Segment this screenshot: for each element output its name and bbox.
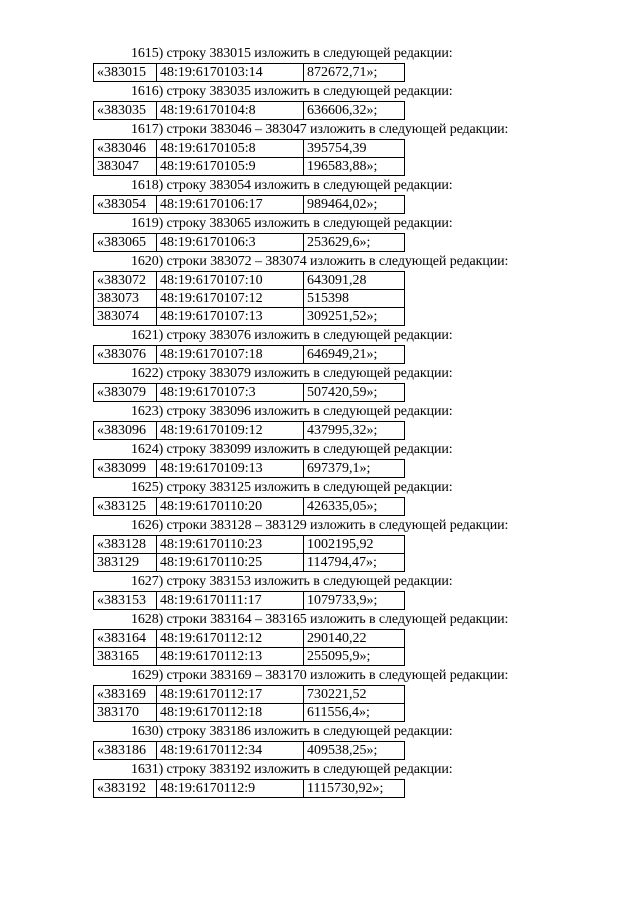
row-number-cell: 383129 <box>94 554 157 572</box>
row-number-cell: 383073 <box>94 290 157 308</box>
table-row <box>94 498 405 516</box>
cadastral-number-cell: 48:19:6170110:23 <box>157 536 304 554</box>
value-cell: 253629,6»; <box>304 234 405 252</box>
amendment-table <box>93 497 405 516</box>
amendment-table <box>93 233 405 252</box>
value-cell: 426335,05»; <box>304 498 405 516</box>
value-cell: 395754,39 <box>304 140 405 158</box>
row-number-cell: 383074 <box>94 308 157 326</box>
amendment-heading: 1616) строку 383035 изложить в следующей редакции: <box>131 84 453 99</box>
cadastral-number-cell: 48:19:6170105:8 <box>157 140 304 158</box>
row-number-cell: «383169 <box>94 686 157 704</box>
cadastral-number-cell: 48:19:6170106:3 <box>157 234 304 252</box>
cadastral-number-cell: 48:19:6170112:13 <box>157 648 304 666</box>
row-number-cell: «383054 <box>94 196 157 214</box>
row-number-cell: 383170 <box>94 704 157 722</box>
amendment-heading: 1615) строку 383015 изложить в следующей редакции: <box>131 46 453 61</box>
table-row <box>94 308 405 326</box>
value-cell: 697379,1»; <box>304 460 405 478</box>
cadastral-number-cell: 48:19:6170104:8 <box>157 102 304 120</box>
cadastral-number-cell: 48:19:6170107:13 <box>157 308 304 326</box>
table-row <box>94 536 405 554</box>
value-cell: 290140,22 <box>304 630 405 648</box>
row-number-cell: «383072 <box>94 272 157 290</box>
row-number-cell: «383153 <box>94 592 157 610</box>
table-row <box>94 686 405 704</box>
cadastral-number-cell: 48:19:6170109:12 <box>157 422 304 440</box>
amendment-heading: 1625) строку 383125 изложить в следующей редакции: <box>131 480 453 495</box>
value-cell: 730221,52 <box>304 686 405 704</box>
amendment-table <box>93 741 405 760</box>
table-row <box>94 234 405 252</box>
row-number-cell: «383035 <box>94 102 157 120</box>
value-cell: 114794,47»; <box>304 554 405 572</box>
amendment-table <box>93 535 405 572</box>
amendment-heading: 1624) строку 383099 изложить в следующей редакции: <box>131 442 453 457</box>
cadastral-number-cell: 48:19:6170109:13 <box>157 460 304 478</box>
amendment-table <box>93 629 405 666</box>
table-row <box>94 592 405 610</box>
amendment-table <box>93 591 405 610</box>
amendment-table <box>93 421 405 440</box>
amendment-table <box>93 271 405 326</box>
table-row <box>94 780 405 798</box>
value-cell: 1079733,9»; <box>304 592 405 610</box>
amendment-table <box>93 63 405 82</box>
table-row <box>94 704 405 722</box>
cadastral-number-cell: 48:19:6170112:12 <box>157 630 304 648</box>
value-cell: 437995,32»; <box>304 422 405 440</box>
cadastral-number-cell: 48:19:6170107:18 <box>157 346 304 364</box>
row-number-cell: «383015 <box>94 64 157 82</box>
amendment-heading: 1627) строку 383153 изложить в следующей редакции: <box>131 574 453 589</box>
cadastral-number-cell: 48:19:6170110:25 <box>157 554 304 572</box>
row-number-cell: «383128 <box>94 536 157 554</box>
table-row <box>94 554 405 572</box>
row-number-cell: «383099 <box>94 460 157 478</box>
row-number-cell: 383047 <box>94 158 157 176</box>
amendment-table <box>93 779 405 798</box>
row-number-cell: «383164 <box>94 630 157 648</box>
value-cell: 611556,4»; <box>304 704 405 722</box>
cadastral-number-cell: 48:19:6170107:10 <box>157 272 304 290</box>
value-cell: 1002195,92 <box>304 536 405 554</box>
amendment-heading: 1623) строку 383096 изложить в следующей редакции: <box>131 404 453 419</box>
amendment-heading: 1629) строки 383169 – 383170 изложить в следующей редакции: <box>131 668 509 683</box>
value-cell: 255095,9»; <box>304 648 405 666</box>
row-number-cell: «383125 <box>94 498 157 516</box>
table-row <box>94 384 405 402</box>
amendment-table <box>93 345 405 364</box>
table-row <box>94 648 405 666</box>
amendment-heading: 1626) строки 383128 – 383129 изложить в следующей редакции: <box>131 518 509 533</box>
value-cell: 643091,28 <box>304 272 405 290</box>
row-number-cell: «383065 <box>94 234 157 252</box>
amendment-heading: 1630) строку 383186 изложить в следующей редакции: <box>131 724 453 739</box>
cadastral-number-cell: 48:19:6170106:17 <box>157 196 304 214</box>
cadastral-number-cell: 48:19:6170110:20 <box>157 498 304 516</box>
value-cell: 515398 <box>304 290 405 308</box>
cadastral-number-cell: 48:19:6170105:9 <box>157 158 304 176</box>
value-cell: 1115730,92»; <box>304 780 405 798</box>
cadastral-number-cell: 48:19:6170107:12 <box>157 290 304 308</box>
amendment-table <box>93 139 405 176</box>
amendment-table <box>93 195 405 214</box>
row-number-cell: 383165 <box>94 648 157 666</box>
row-number-cell: «383076 <box>94 346 157 364</box>
amendment-table <box>93 459 405 478</box>
amendment-table <box>93 101 405 120</box>
table-row <box>94 158 405 176</box>
table-row <box>94 290 405 308</box>
cadastral-number-cell: 48:19:6170112:34 <box>157 742 304 760</box>
value-cell: 636606,32»; <box>304 102 405 120</box>
value-cell: 409538,25»; <box>304 742 405 760</box>
cadastral-number-cell: 48:19:6170112:18 <box>157 704 304 722</box>
amendment-heading: 1628) строки 383164 – 383165 изложить в следующей редакции: <box>131 612 509 627</box>
amendment-heading: 1617) строки 383046 – 383047 изложить в следующей редакции: <box>131 122 509 137</box>
value-cell: 507420,59»; <box>304 384 405 402</box>
amendment-heading: 1618) строку 383054 изложить в следующей редакции: <box>131 178 453 193</box>
value-cell: 309251,52»; <box>304 308 405 326</box>
amendment-heading: 1622) строку 383079 изложить в следующей редакции: <box>131 366 453 381</box>
amendment-table <box>93 685 405 722</box>
cadastral-number-cell: 48:19:6170107:3 <box>157 384 304 402</box>
amendment-heading: 1621) строку 383076 изложить в следующей редакции: <box>131 328 453 343</box>
table-row <box>94 272 405 290</box>
table-row <box>94 346 405 364</box>
row-number-cell: «383186 <box>94 742 157 760</box>
table-row <box>94 140 405 158</box>
row-number-cell: «383192 <box>94 780 157 798</box>
table-row <box>94 64 405 82</box>
value-cell: 196583,88»; <box>304 158 405 176</box>
value-cell: 646949,21»; <box>304 346 405 364</box>
cadastral-number-cell: 48:19:6170112:17 <box>157 686 304 704</box>
cadastral-number-cell: 48:19:6170112:9 <box>157 780 304 798</box>
amendment-heading: 1620) строки 383072 – 383074 изложить в следующей редакции: <box>131 254 509 269</box>
row-number-cell: «383079 <box>94 384 157 402</box>
document-body <box>0 44 640 798</box>
table-row <box>94 196 405 214</box>
table-row <box>94 460 405 478</box>
table-row <box>94 102 405 120</box>
row-number-cell: «383046 <box>94 140 157 158</box>
cadastral-number-cell: 48:19:6170111:17 <box>157 592 304 610</box>
table-row <box>94 422 405 440</box>
table-row <box>94 742 405 760</box>
value-cell: 989464,02»; <box>304 196 405 214</box>
row-number-cell: «383096 <box>94 422 157 440</box>
cadastral-number-cell: 48:19:6170103:14 <box>157 64 304 82</box>
table-row <box>94 630 405 648</box>
value-cell: 872672,71»; <box>304 64 405 82</box>
amendment-table <box>93 383 405 402</box>
amendment-heading: 1619) строку 383065 изложить в следующей редакции: <box>131 216 453 231</box>
amendment-heading: 1631) строку 383192 изложить в следующей редакции: <box>131 762 453 777</box>
